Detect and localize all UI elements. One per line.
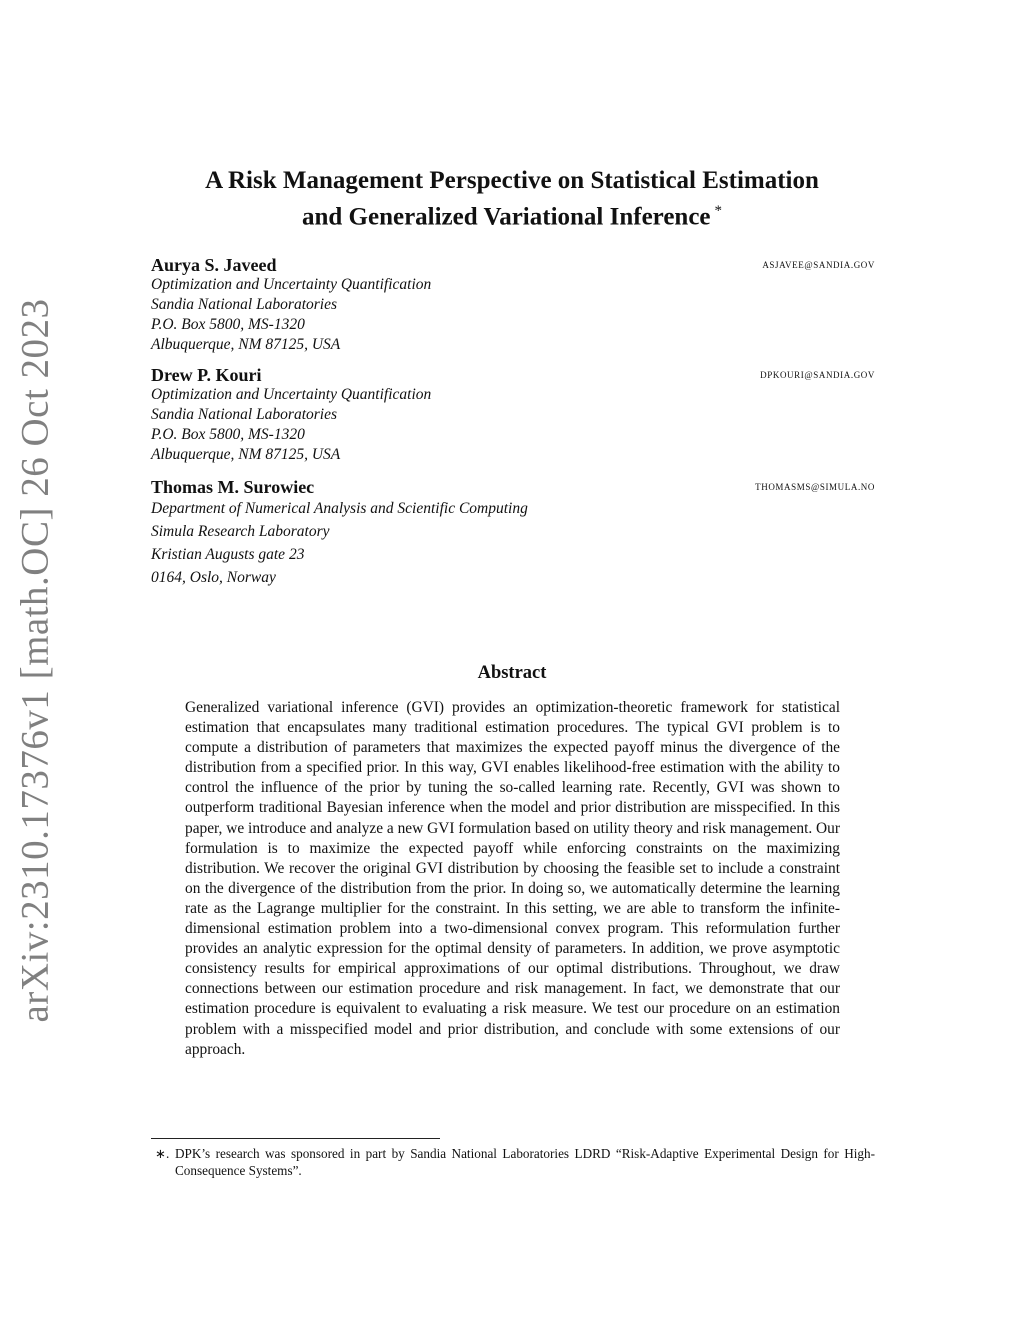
- author-block-1: [151, 255, 875, 355]
- author-email[interactable]: dpkouri@sandia.gov: [760, 367, 875, 381]
- title-line-2: and Generalized Variational Inference: [301, 203, 711, 231]
- affiliation-line: Sandia National Laboratories: [151, 406, 338, 423]
- affiliation-line: P.O. Box 5800, MS-1320: [151, 316, 305, 333]
- affiliation-line: Kristian Augusts gate 23: [151, 546, 305, 563]
- author-email[interactable]: asjavee@sandia.gov: [762, 257, 875, 271]
- author-email[interactable]: thomasms@simula.no: [755, 479, 875, 493]
- title-footnote-mark: *: [714, 203, 723, 219]
- affiliation-line: Optimization and Uncertainty Quantification: [151, 386, 432, 403]
- arxiv-id-text: arXiv:2310.17376v1 [math.OC] 26 Oct 2023: [13, 297, 57, 1023]
- footnote: [151, 1145, 875, 1179]
- affiliation-line: Department of Numerical Analysis and Scientific Computing: [151, 500, 528, 517]
- affiliation-line: Optimization and Uncertainty Quantification: [151, 276, 432, 293]
- title-line-2-wrap: [150, 196, 874, 232]
- author-block-3: [151, 477, 875, 589]
- affiliation-line: Sandia National Laboratories: [151, 296, 338, 313]
- affiliation-line: 0164, Oslo, Norway: [151, 569, 276, 586]
- title-line-1: A Risk Management Perspective on Statistical Estimation: [205, 167, 819, 194]
- arxiv-identifier-stamp: [10, 297, 60, 1023]
- footnote-mark: ∗.: [155, 1146, 170, 1161]
- affiliation-line: Albuquerque, NM 87125, USA: [151, 336, 341, 353]
- author-name: Drew P. Kouri: [151, 365, 262, 385]
- affiliation-line: P.O. Box 5800, MS-1320: [151, 426, 305, 443]
- author-block-2: [151, 365, 875, 465]
- author-name: Thomas M. Surowiec: [151, 477, 315, 497]
- footnote-divider: [151, 1138, 440, 1139]
- footnote-text: DPK’s research was sponsored in part by Sandia National Laboratories LDRD “Risk-Adaptive Experimental Design for High-Consequence Systems”.: [175, 1146, 875, 1178]
- abstract-text: Generalized variational inference (GVI) provides an optimization-theoretic framework for statistical estimation that encapsulates many traditional estimation procedures. The typical GVI problem is to compute a distribution of parameters that maximizes the expected payoff minus the divergence of the distribution from a specified prior. In this way, GVI enables likelihood-free estimation with the ability to control the influence of the prior by tuning the so-called learning rate. Recently, GVI was shown to outperform traditional Bayesian inference when the model and prior distribution are misspecified. In this paper, we introduce and analyze a new GVI formulation based on utility theory and risk management. Our formulation is to maximize the expected payoff while enforcing constraints on the maximizing distribution. We recover the original GVI distribution by choosing the feasible set to include a constraint on the divergence of the distribution from the prior. In doing so, we automatically determine the learning rate as the Lagrange multiplier for the constraint. In this setting, we are able to transform the infinite-dimensional estimation problem into a two-dimensional convex program. This reformulation further provides an analytic expression for the optimal density of parameters. In addition, we prove asymptotic consistency results for empirical approximations of our optimal distributions. Throughout, we draw connections between our estimation procedure and risk management. In fact, we demonstrate that our estimation procedure is equivalent to evaluating a risk measure. We test our procedure on an estimation problem with a misspecified model and prior distribution, and conclude with some extensions of our approach.: [185, 699, 840, 1058]
- abstract-heading: Abstract: [477, 663, 547, 683]
- author-name: Aurya S. Javeed: [151, 255, 277, 275]
- affiliation-line: Albuquerque, NM 87125, USA: [151, 446, 341, 463]
- paper-title: [150, 166, 874, 232]
- affiliation-line: Simula Research Laboratory: [151, 523, 330, 540]
